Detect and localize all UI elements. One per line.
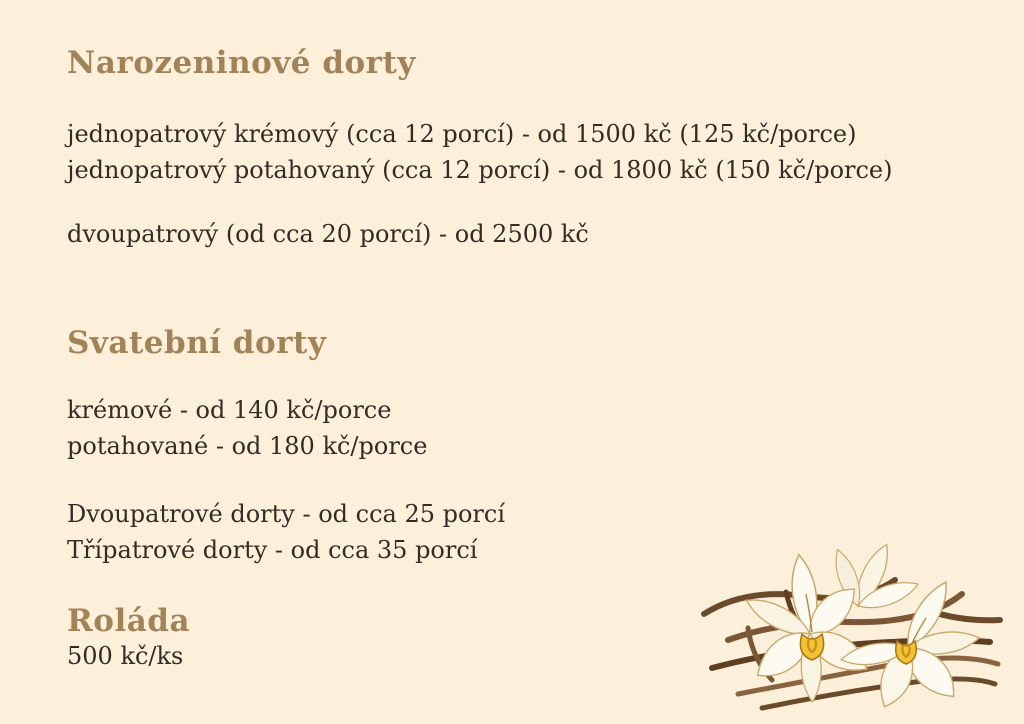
wedding-per-portion-prices	[67, 392, 427, 464]
roll-cake-price	[67, 638, 183, 674]
price-line: jednopatrový potahovaný (cca 12 porcí) - od 1800 kč (150 kč/porce)	[67, 156, 893, 184]
section-heading-roll-cake: Roláda	[67, 603, 191, 639]
price-line: dvoupatrový (od cca 20 porcí) - od 2500 kč	[67, 220, 589, 248]
price-line: krémové - od 140 kč/porce	[67, 396, 392, 424]
price-line: Dvoupatrové dorty - od cca 25 porcí	[67, 500, 506, 528]
vanilla-flowers-illustration	[690, 522, 1005, 722]
section-heading-birthday-cakes: Narozeninové dorty	[67, 45, 416, 81]
price-line: jednopatrový krémový (cca 12 porcí) - od 1500 kč (125 kč/porce)	[67, 120, 857, 148]
price-line: 500 kč/ks	[67, 642, 184, 670]
section-heading-wedding-cakes: Svatební dorty	[67, 325, 327, 361]
birthday-two-tier-price	[67, 216, 589, 252]
price-line: Třípatrové dorty - od cca 35 porcí	[67, 536, 478, 564]
wedding-tier-info	[67, 496, 505, 568]
birthday-single-tier-prices	[67, 116, 893, 188]
price-line: potahované - od 180 kč/porce	[67, 432, 428, 460]
